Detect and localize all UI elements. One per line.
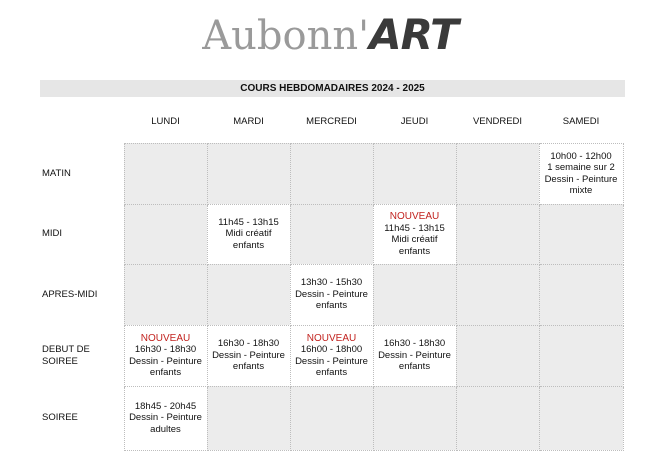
- logo: [0, 10, 660, 68]
- empty-slot: [539, 325, 623, 386]
- empty-slot: [456, 264, 539, 325]
- empty-slot: [539, 264, 623, 325]
- day-header: VENDREDI: [472, 116, 523, 128]
- course-slot: [373, 204, 456, 264]
- empty-slot: [456, 386, 539, 450]
- logo-text-aubonn: Aubonn': [202, 13, 370, 59]
- time-slot-label: [40, 325, 124, 386]
- course-detail-line: adultes: [150, 423, 181, 435]
- course-detail-line: enfants: [398, 361, 431, 373]
- course-detail-line: 16h00 - 18h00: [300, 344, 363, 355]
- course-detail-line: mixte: [569, 185, 593, 196]
- course-detail-line: Dessin - Peinture: [378, 349, 451, 361]
- new-badge: NOUVEAU: [389, 211, 440, 222]
- schedule-row: [40, 325, 623, 386]
- course-detail-line: 1 semaine sur 2: [547, 162, 615, 173]
- course-slot: [290, 325, 373, 386]
- day-header: LUNDI: [151, 116, 180, 128]
- empty-slot: [124, 264, 207, 325]
- empty-slot: [373, 386, 456, 450]
- empty-slot: [124, 204, 207, 264]
- course-detail-line: enfants: [315, 300, 348, 312]
- course-detail-line: 11h45 - 13h15: [218, 216, 279, 228]
- empty-slot: [290, 204, 373, 264]
- course-slot: [373, 325, 456, 386]
- course-slot: [124, 325, 207, 386]
- day-header-row: [40, 113, 623, 131]
- course-detail-line: Midi créatif: [391, 234, 438, 245]
- course-detail-line: Dessin - Peinture: [212, 349, 285, 361]
- course-detail-line: Dessin - Peinture: [129, 355, 202, 367]
- schedule-row: [40, 143, 623, 204]
- course-slot: [539, 143, 623, 204]
- course-detail-line: Midi créatif: [225, 228, 272, 240]
- course-slot: [207, 204, 290, 264]
- empty-slot: [290, 143, 373, 204]
- day-header: MERCREDI: [306, 116, 357, 128]
- logo-text-art: ART: [369, 10, 458, 59]
- course-detail-line: 18h45 - 20h45: [134, 400, 197, 412]
- course-detail-line: 11h45 - 13h15: [384, 222, 445, 234]
- corner-cell: [40, 113, 124, 131]
- schedule-row: [40, 204, 623, 264]
- empty-slot: [456, 325, 539, 386]
- course-slot: [207, 325, 290, 386]
- empty-slot: [373, 264, 456, 325]
- schedule-row: [40, 386, 623, 450]
- time-slot-label: APRES-MIDI: [42, 288, 98, 300]
- course-detail-line: enfants: [398, 245, 431, 257]
- empty-slot: [539, 386, 623, 450]
- course-detail-line: enfants: [149, 367, 182, 378]
- day-header: MARDI: [233, 116, 264, 128]
- empty-slot: [207, 264, 290, 325]
- schedule-table: [40, 113, 624, 451]
- empty-slot: [207, 143, 290, 204]
- empty-slot: [456, 143, 539, 204]
- day-header: SAMEDI: [562, 116, 600, 128]
- course-slot: [290, 264, 373, 325]
- course-detail-line: enfants: [232, 239, 265, 251]
- time-slot-label-line: SOIREE: [42, 355, 78, 367]
- time-slot-label: MIDI: [42, 228, 63, 240]
- new-badge: NOUVEAU: [140, 332, 191, 344]
- course-detail-line: 16h30 - 18h30: [134, 344, 197, 355]
- day-header: JEUDI: [400, 116, 429, 128]
- course-detail-line: enfants: [315, 367, 348, 378]
- course-detail-line: Dessin - Peinture: [295, 288, 368, 300]
- course-slot: [124, 386, 207, 450]
- course-detail-line: Dessin - Peinture: [295, 355, 368, 367]
- course-detail-line: 16h30 - 18h30: [217, 338, 280, 350]
- schedule-row: [40, 264, 623, 325]
- course-detail-line: Dessin - Peinture: [544, 173, 618, 185]
- empty-slot: [539, 204, 623, 264]
- empty-slot: [290, 386, 373, 450]
- time-slot-label: SOIREE: [42, 412, 78, 424]
- course-detail-line: 16h30 - 18h30: [383, 338, 446, 350]
- course-detail-line: Dessin - Peinture: [129, 412, 202, 424]
- course-detail-line: 10h00 - 12h00: [550, 150, 612, 162]
- new-badge: NOUVEAU: [306, 332, 357, 344]
- empty-slot: [456, 204, 539, 264]
- course-detail-line: enfants: [232, 361, 265, 373]
- time-slot-label-line: DEBUT DE: [42, 344, 90, 355]
- empty-slot: [373, 143, 456, 204]
- schedule-title: COURS HEBDOMADAIRES 2024 - 2025: [40, 80, 625, 97]
- course-detail-line: 13h30 - 15h30: [300, 277, 363, 289]
- empty-slot: [124, 143, 207, 204]
- empty-slot: [207, 386, 290, 450]
- time-slot-label: MATIN: [42, 167, 71, 179]
